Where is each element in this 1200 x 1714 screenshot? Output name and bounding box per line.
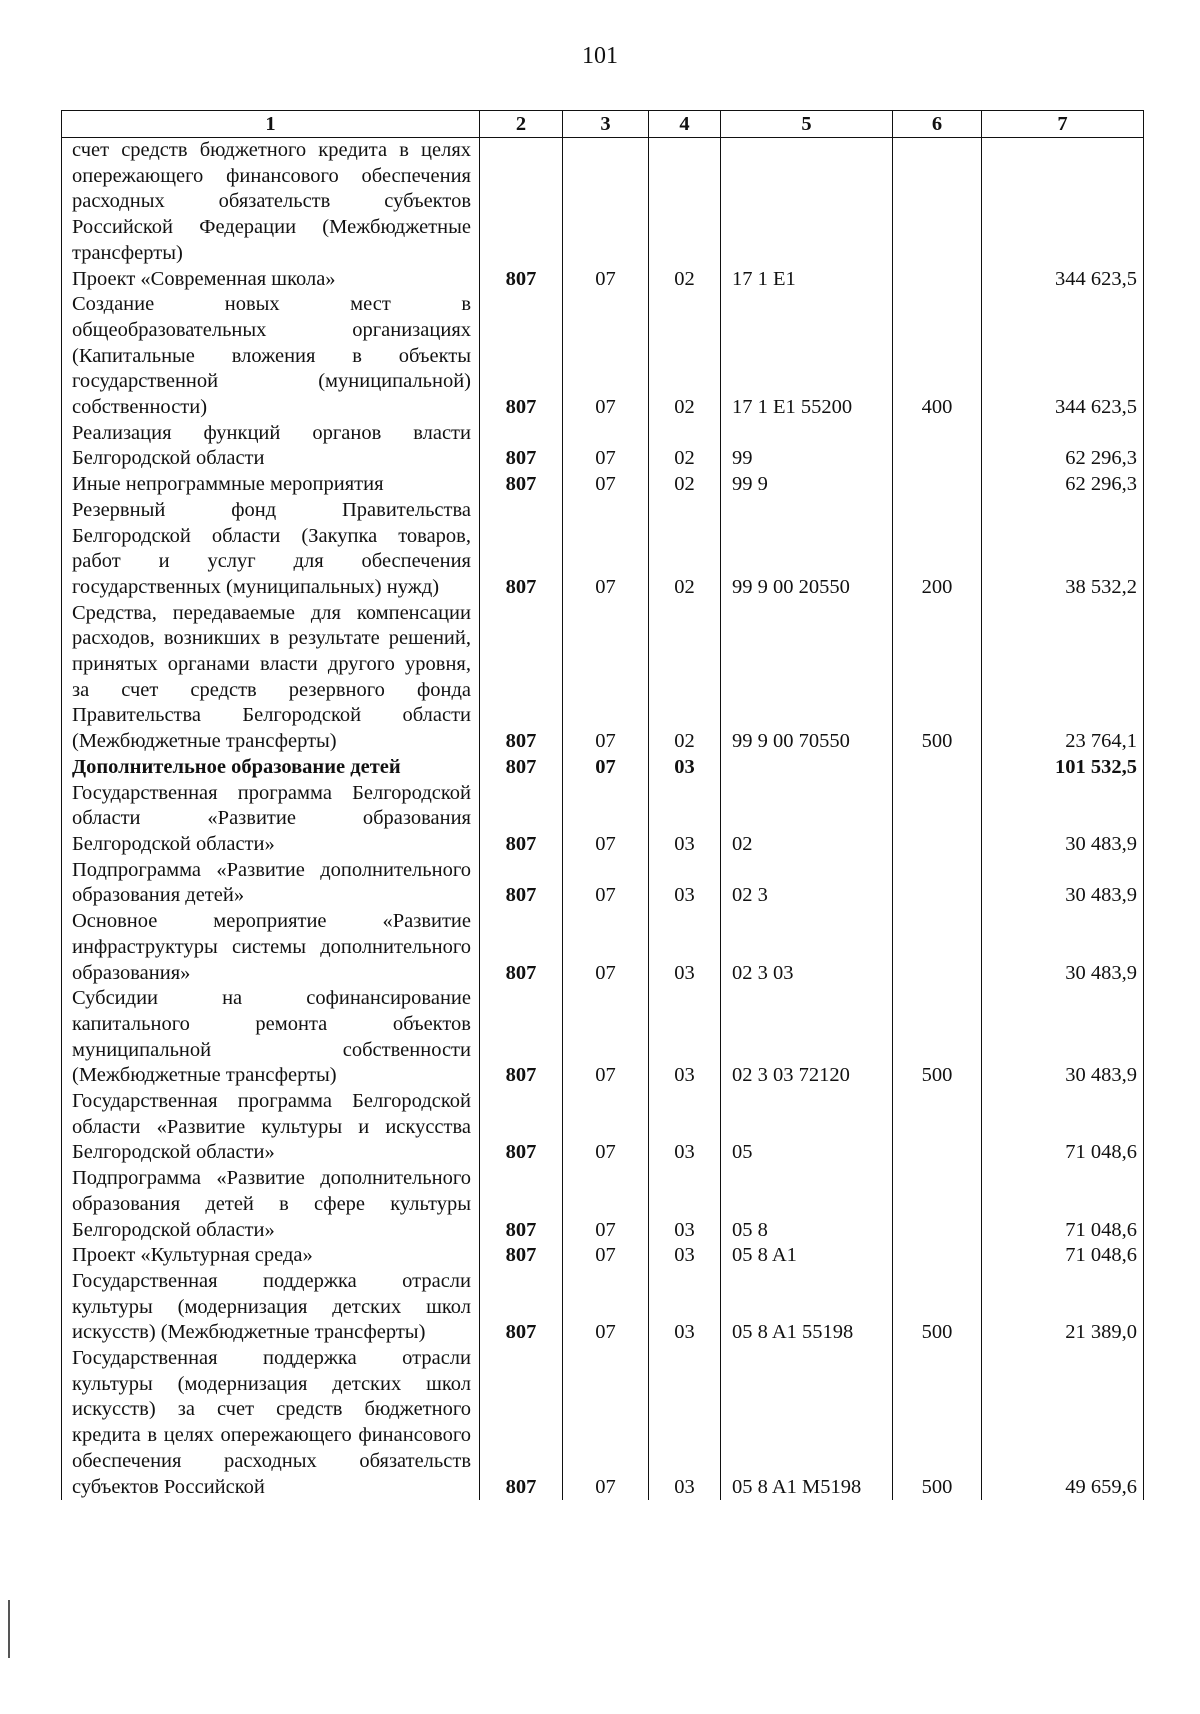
table-row <box>62 267 1144 293</box>
row-subsection-code: 03 <box>649 1269 721 1346</box>
table-row <box>62 138 1144 267</box>
row-target-article: 05 8 A1 <box>721 1243 893 1269</box>
row-target-article: 05 8 A1 M5198 <box>721 1346 893 1500</box>
row-grbs-code: 807 <box>480 755 563 781</box>
row-section-code: 07 <box>563 1166 649 1243</box>
row-subsection-code: 03 <box>649 909 721 986</box>
row-subsection-code: 03 <box>649 986 721 1089</box>
table-row <box>62 781 1144 858</box>
row-grbs-code: 807 <box>480 498 563 601</box>
row-expense-type <box>893 472 982 498</box>
row-amount: 30 483,9 <box>982 909 1144 986</box>
row-grbs-code: 807 <box>480 421 563 472</box>
row-grbs-code: 807 <box>480 601 563 755</box>
table-row <box>62 1089 1144 1166</box>
row-grbs-code <box>480 138 563 267</box>
row-expense-type <box>893 1166 982 1243</box>
row-section-code: 07 <box>563 909 649 986</box>
row-expense-type <box>893 421 982 472</box>
row-expense-type <box>893 755 982 781</box>
row-amount: 71 048,6 <box>982 1089 1144 1166</box>
scan-margin-line <box>8 1600 10 1658</box>
row-amount: 101 532,5 <box>982 755 1144 781</box>
row-subsection-code: 02 <box>649 267 721 293</box>
row-section-code: 07 <box>563 267 649 293</box>
row-section-code: 07 <box>563 472 649 498</box>
row-section-code: 07 <box>563 498 649 601</box>
row-name: Проект «Современная школа» <box>62 267 480 293</box>
row-amount: 62 296,3 <box>982 472 1144 498</box>
row-amount: 30 483,9 <box>982 781 1144 858</box>
row-expense-type: 500 <box>893 1346 982 1500</box>
row-grbs-code: 807 <box>480 858 563 909</box>
row-grbs-code: 807 <box>480 267 563 293</box>
table-body <box>62 138 1144 1501</box>
budget-table <box>61 110 1144 1500</box>
row-expense-type: 400 <box>893 292 982 421</box>
row-target-article: 99 9 <box>721 472 893 498</box>
row-name: Средства, передаваемые для компенсации расходов, возникших в результате решений, принятых органами власти другого уровня, за счет средств резервного фонда Правительства Белгородской области (Межбюджетные трансферты) <box>62 601 480 755</box>
row-target-article: 05 8 <box>721 1166 893 1243</box>
row-section-code <box>563 138 649 267</box>
row-subsection-code: 03 <box>649 858 721 909</box>
row-grbs-code: 807 <box>480 1243 563 1269</box>
row-expense-type <box>893 267 982 293</box>
row-section-code: 07 <box>563 755 649 781</box>
row-subsection-code: 03 <box>649 755 721 781</box>
row-target-article: 02 3 <box>721 858 893 909</box>
row-section-code: 07 <box>563 292 649 421</box>
row-target-article: 17 1 E1 55200 <box>721 292 893 421</box>
header-col-3: 3 <box>563 111 649 138</box>
row-name: Государственная поддержка отрасли культуры (модернизация детских школ искусств) за счет средств бюджетного кредита в целях опережающего финансового обеспечения расходных обязательств субъектов Российской <box>62 1346 480 1500</box>
row-section-code: 07 <box>563 781 649 858</box>
table-row <box>62 498 1144 601</box>
row-amount: 21 389,0 <box>982 1269 1144 1346</box>
page-number: 101 <box>582 43 618 69</box>
row-target-article: 05 8 A1 55198 <box>721 1269 893 1346</box>
row-name: Основное мероприятие «Развитие инфраструктуры системы дополнительного образования» <box>62 909 480 986</box>
table-row <box>62 472 1144 498</box>
row-amount <box>982 138 1144 267</box>
row-target-article: 02 3 03 72120 <box>721 986 893 1089</box>
row-expense-type <box>893 781 982 858</box>
row-grbs-code: 807 <box>480 986 563 1089</box>
row-subsection-code: 03 <box>649 1243 721 1269</box>
row-amount: 344 623,5 <box>982 267 1144 293</box>
row-name: Подпрограмма «Развитие дополнительного образования детей в сфере культуры Белгородской области» <box>62 1166 480 1243</box>
row-name: Иные непрограммные мероприятия <box>62 472 480 498</box>
row-name: Создание новых мест в общеобразовательных организациях (Капитальные вложения в объекты государственной (муниципальной) собственности) <box>62 292 480 421</box>
row-expense-type <box>893 858 982 909</box>
table-row <box>62 601 1144 755</box>
table-header-row <box>62 111 1144 138</box>
table-row <box>62 1166 1144 1243</box>
row-grbs-code: 807 <box>480 781 563 858</box>
row-subsection-code: 02 <box>649 601 721 755</box>
row-subsection-code <box>649 138 721 267</box>
header-col-7: 7 <box>982 111 1144 138</box>
row-name: Государственная программа Белгородской области «Развитие образования Белгородской области» <box>62 781 480 858</box>
row-subsection-code: 03 <box>649 1346 721 1500</box>
table-row <box>62 421 1144 472</box>
row-name: Реализация функций органов власти Белгородской области <box>62 421 480 472</box>
row-target-article: 02 <box>721 781 893 858</box>
row-expense-type: 500 <box>893 601 982 755</box>
header-col-5: 5 <box>721 111 893 138</box>
row-amount: 38 532,2 <box>982 498 1144 601</box>
row-grbs-code: 807 <box>480 1166 563 1243</box>
header-col-1: 1 <box>62 111 480 138</box>
row-subsection-code: 02 <box>649 292 721 421</box>
table-row <box>62 755 1144 781</box>
row-subsection-code: 03 <box>649 781 721 858</box>
row-amount: 344 623,5 <box>982 292 1144 421</box>
row-expense-type: 500 <box>893 986 982 1089</box>
row-expense-type <box>893 1243 982 1269</box>
row-target-article: 02 3 03 <box>721 909 893 986</box>
row-target-article: 17 1 E1 <box>721 267 893 293</box>
row-section-code: 07 <box>563 1269 649 1346</box>
row-name: Подпрограмма «Развитие дополнительного образования детей» <box>62 858 480 909</box>
row-subsection-code: 03 <box>649 1089 721 1166</box>
row-expense-type <box>893 138 982 267</box>
row-grbs-code: 807 <box>480 1269 563 1346</box>
row-name: Субсидии на софинансирование капитального ремонта объектов муниципальной собственности (Межбюджетные трансферты) <box>62 986 480 1089</box>
row-expense-type: 500 <box>893 1269 982 1346</box>
row-amount: 71 048,6 <box>982 1166 1144 1243</box>
row-section-code: 07 <box>563 421 649 472</box>
row-subsection-code: 03 <box>649 1166 721 1243</box>
header-col-6: 6 <box>893 111 982 138</box>
row-target-article <box>721 138 893 267</box>
row-amount: 49 659,6 <box>982 1346 1144 1500</box>
header-col-4: 4 <box>649 111 721 138</box>
header-col-2: 2 <box>480 111 563 138</box>
row-name: счет средств бюджетного кредита в целях опережающего финансового обеспечения расходных обязательств субъектов Российской Федерации (Межбюджетные трансферты) <box>62 138 480 267</box>
row-amount: 71 048,6 <box>982 1243 1144 1269</box>
row-section-code: 07 <box>563 1089 649 1166</box>
row-section-code: 07 <box>563 858 649 909</box>
row-amount: 30 483,9 <box>982 986 1144 1089</box>
row-grbs-code: 807 <box>480 1089 563 1166</box>
table-row <box>62 1243 1144 1269</box>
row-section-code: 07 <box>563 601 649 755</box>
row-grbs-code: 807 <box>480 472 563 498</box>
row-expense-type <box>893 1089 982 1166</box>
row-grbs-code: 807 <box>480 292 563 421</box>
row-name: Государственная поддержка отрасли культуры (модернизация детских школ искусств) (Межбюджетные трансферты) <box>62 1269 480 1346</box>
row-target-article: 99 <box>721 421 893 472</box>
row-grbs-code: 807 <box>480 909 563 986</box>
row-subsection-code: 02 <box>649 498 721 601</box>
table-row <box>62 1346 1144 1500</box>
row-expense-type: 200 <box>893 498 982 601</box>
table-row <box>62 1269 1144 1346</box>
row-section-code: 07 <box>563 1243 649 1269</box>
row-subsection-code: 02 <box>649 421 721 472</box>
row-target-article: 99 9 00 20550 <box>721 498 893 601</box>
table-row <box>62 292 1144 421</box>
row-expense-type <box>893 909 982 986</box>
row-name: Дополнительное образование детей <box>62 755 480 781</box>
table-row <box>62 986 1144 1089</box>
row-amount: 23 764,1 <box>982 601 1144 755</box>
row-grbs-code: 807 <box>480 1346 563 1500</box>
table-row <box>62 909 1144 986</box>
row-amount: 62 296,3 <box>982 421 1144 472</box>
row-subsection-code: 02 <box>649 472 721 498</box>
row-name: Проект «Культурная среда» <box>62 1243 480 1269</box>
row-section-code: 07 <box>563 986 649 1089</box>
row-target-article: 99 9 00 70550 <box>721 601 893 755</box>
row-amount: 30 483,9 <box>982 858 1144 909</box>
row-target-article: 05 <box>721 1089 893 1166</box>
row-name: Резервный фонд Правительства Белгородской области (Закупка товаров, работ и услуг для обеспечения государственных (муниципальных) нужд) <box>62 498 480 601</box>
row-name: Государственная программа Белгородской области «Развитие культуры и искусства Белгородской области» <box>62 1089 480 1166</box>
table-row <box>62 858 1144 909</box>
row-section-code: 07 <box>563 1346 649 1500</box>
row-target-article <box>721 755 893 781</box>
